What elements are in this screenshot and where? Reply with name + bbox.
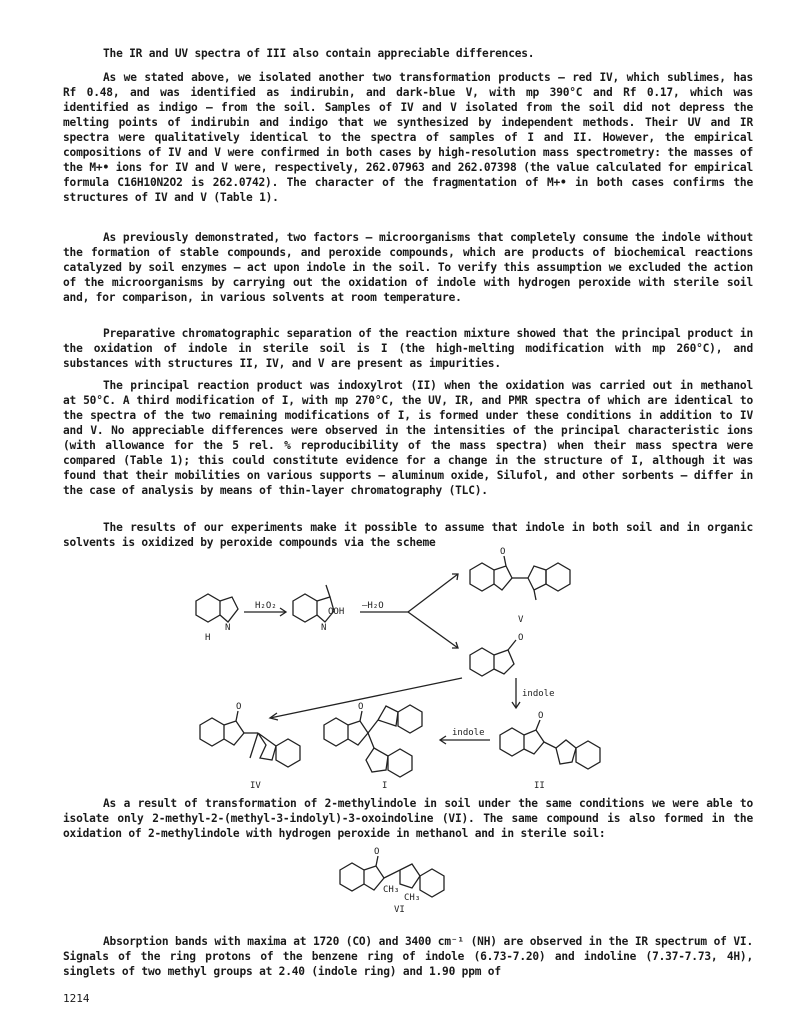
paragraph-2: As we stated above, we isolated another two transformation products — red IV, which sublimes, has Rf 0.48, and was identified as indirubin, and dark-blue V, with mp 390°C and Rf 0.17, which was identified as indigo — from the soil. Samples of IV and V isolated from the soil did not depress the melting points of indirubin and indigo that we synthesized by independent methods. Their UV and IR spectra were qualitatively identical to the spectra of samples of I and II. However, the empirical compositions of IV and V were confirmed in both cases by high-resolution mass spectrometry: the masses of the M+• ions for IV and V were, respectively, 262.07963 and 262.07398 (the value calculated for empirical formula C16H10N2O2 is 262.0742). The character of the fragmentation of M+• in both cases confirms the structures of IV and V (Table 1). [63,71,753,204]
trimer-structure-i [324,705,422,777]
atom-ch3-1: CH₃ [383,885,400,895]
page-number: 1214 [63,992,90,1005]
atom-o-4: O [358,702,364,712]
ooh-group: OOH [328,607,345,617]
atom-h-1: H [205,633,211,643]
atom-o-6: O [374,847,380,857]
indigo-structure-v [470,556,570,600]
indoxylrot-structure-ii [500,720,600,769]
label-iv: IV [250,781,261,791]
paragraph-3: As previously demonstrated, two factors — microorganisms that completely consume the indole without the formation of stable compounds, and peroxide compounds, which are products of biochemical reactions catalyzed by soil enzymes — act upon indole in the soil. To verify this assumption we excluded the action of the microorganisms by carrying out the oxidation of indole with hydrogen peroxide with sterile soil and, for comparison, in various solvents at room temperature. [63,231,753,304]
paragraph-6: The results of our experiments make it possible to assume that indole in both soil and in organic solvents is oxidized by peroxide compounds via the scheme [63,521,753,549]
paragraph-5: The principal reaction product was indoxylrot (II) when the oxidation was carried out in methanol at 50°C. A third modification of I, with mp 270°C, the UV, IR, and PMR spectra of which are identical to the spectra of the two remaining modifications of I, is formed under these conditions in addition to IV and V. No appreciable differences were observed in the intensities of the principal characteristic ions (with allowance for the 5 rel. % reproducibility of the mass spectra) when their mass spectra were compared (Table 1); this could constitute evidence for a change in the structure of I, although it was found that their mobilities on various supports — aluminum oxide, Silufol, and other sorbents — differ in the case of analysis by means of thin-layer chromatography (TLC). [63,379,753,497]
paragraph-7: As a result of transformation of 2-methylindole in soil under the same conditions we were able to isolate only 2-methyl-2-(methyl-3-indolyl)-3-oxoindoline (VI). The same compound is also formed in the oxidation of 2-methylindole with hydrogen peroxide in methanol and in sterile soil: [63,797,753,840]
paragraph-8: Absorption bands with maxima at 1720 (CO) and 3400 cm⁻¹ (NH) are observed in the IR spectrum of VI. Signals of the ring protons of the benzene ring of indole (6.73-7.20) and indoline (7.37-7.73, 4H), singlets of two methyl groups at 2.40 (indole ring) and 1.90 ppm of [63,935,753,978]
atom-n-1: N [225,623,231,633]
label-indole-down: indole [522,689,555,699]
reagent-minus-h2o: –H₂O [362,601,384,611]
atom-n-2: N [321,623,327,633]
atom-o-5: O [538,711,544,721]
paragraph-4: Preparative chromatographic separation of the reaction mixture showed that the principal product in the oxidation of indole in sterile soil is I (the high-melting modification with mp 260°C), and substances with structures II, IV, and V are present as impurities. [63,327,753,370]
paragraph-1: The IR and UV spectra of III also contain appreciable differences. [103,47,535,60]
atom-ch3-2: CH₃ [404,893,421,903]
indoxyl-structure [470,640,516,676]
label-i: I [382,781,388,791]
atom-o-2: O [518,633,524,643]
reagent-h2o2: H₂O₂ [255,601,277,611]
indirubin-structure-iv [200,711,300,767]
label-v: V [518,615,524,625]
label-indole-left: indole [452,728,485,738]
label-ii: II [534,781,545,791]
atom-o-1: O [500,547,506,557]
label-vi: VI [394,905,405,915]
indole-structure [196,594,238,622]
atom-o-3: O [236,702,242,712]
